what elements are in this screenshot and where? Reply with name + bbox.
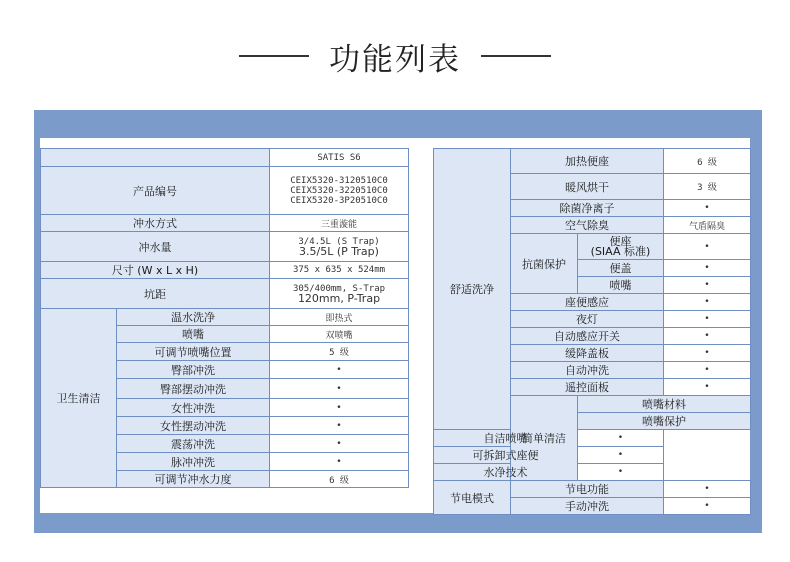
spec-table-left bbox=[40, 148, 409, 488]
spec-table-right bbox=[433, 148, 751, 515]
feature-label: 自动感应开关 bbox=[511, 328, 664, 345]
feature-value: • bbox=[664, 260, 751, 277]
feature-label: 节电功能 bbox=[511, 481, 664, 498]
feature-value: • bbox=[664, 200, 751, 217]
feature-label: 夜灯 bbox=[511, 311, 664, 328]
feature-value: • bbox=[664, 277, 751, 294]
feature-value: • bbox=[664, 311, 751, 328]
feature-label: 女性摆动冲洗 bbox=[117, 417, 270, 435]
feature-value: • bbox=[270, 435, 409, 453]
feature-label: 喷嘴保护 bbox=[578, 413, 751, 430]
feature-label: 臀部摆动冲洗 bbox=[117, 379, 270, 399]
feature-label: 遥控面板 bbox=[511, 379, 664, 396]
feature-value: 3 级 bbox=[664, 174, 751, 200]
feature-label: 震荡冲洗 bbox=[117, 435, 270, 453]
group-label-hygiene: 卫生清洁 bbox=[41, 309, 117, 488]
feature-value: • bbox=[664, 379, 751, 396]
feature-value: 6 级 bbox=[270, 471, 409, 488]
feature-value: • bbox=[664, 362, 751, 379]
feature-value: 6 级 bbox=[664, 149, 751, 174]
spec-value: 3/4.5L (S Trap) 3.5/5L (P Trap) bbox=[270, 232, 409, 262]
feature-value: • bbox=[270, 361, 409, 379]
feature-value: • bbox=[270, 399, 409, 417]
feature-label: 加热便座 bbox=[511, 149, 664, 174]
feature-label: 便座 (SIAA 标准) bbox=[578, 234, 664, 260]
feature-label: 女性冲洗 bbox=[117, 399, 270, 417]
feature-label: 温水洗净 bbox=[117, 309, 270, 326]
feature-label: 自动冲洗 bbox=[511, 362, 664, 379]
feature-value: • bbox=[578, 430, 664, 447]
feature-value: • bbox=[664, 234, 751, 260]
feature-value: 即热式 bbox=[270, 309, 409, 326]
feature-label: 便盖 bbox=[578, 260, 664, 277]
feature-label: 可拆卸式座便 bbox=[434, 447, 578, 464]
feature-label: 可调节喷嘴位置 bbox=[117, 343, 270, 361]
feature-value: • bbox=[270, 379, 409, 399]
feature-value: • bbox=[664, 481, 751, 498]
group-label-comfort: 舒适洗净 bbox=[434, 149, 511, 430]
spec-value: CEIX5320-3120510C0 CEIX5320-3220510C0 CEIX5320-3P20510C0 bbox=[270, 167, 409, 215]
feature-value: • bbox=[664, 328, 751, 345]
model-header: SATIS S6 bbox=[270, 149, 409, 167]
group-label-power-save: 节电模式 bbox=[434, 481, 511, 515]
group-label-easy-clean: 简单清洁 bbox=[511, 396, 578, 481]
page-title: 功能列表 bbox=[329, 41, 461, 78]
feature-label: 臀部冲洗 bbox=[117, 361, 270, 379]
spec-label: 坑距 bbox=[41, 279, 270, 309]
title-left-rule bbox=[239, 55, 309, 57]
spec-label: 冲水量 bbox=[41, 232, 270, 262]
title-right-rule bbox=[481, 55, 551, 57]
feature-value: • bbox=[270, 453, 409, 471]
feature-label: 喷嘴 bbox=[117, 326, 270, 343]
feature-label: 手动冲洗 bbox=[511, 498, 664, 515]
feature-label: 喷嘴 bbox=[578, 277, 664, 294]
feature-value: • bbox=[578, 447, 664, 464]
feature-value: 5 级 bbox=[270, 343, 409, 361]
spec-value: 三重漩能 bbox=[270, 215, 409, 232]
title-bar bbox=[0, 34, 790, 78]
feature-value: 双喷嘴 bbox=[270, 326, 409, 343]
feature-value: 气盾隔臭 bbox=[664, 217, 751, 234]
feature-label: 暖风烘干 bbox=[511, 174, 664, 200]
feature-value: • bbox=[664, 345, 751, 362]
feature-value: • bbox=[578, 464, 664, 481]
feature-label: 缓降盖板 bbox=[511, 345, 664, 362]
header-empty-cell bbox=[41, 149, 270, 167]
spec-label: 尺寸 (W x L x H) bbox=[41, 262, 270, 279]
feature-label: 自洁喷嘴 bbox=[434, 430, 578, 447]
feature-value: • bbox=[664, 498, 751, 515]
subgroup-label-antibacterial: 抗菌保护 bbox=[511, 234, 578, 294]
feature-label: 喷嘴材料 bbox=[578, 396, 751, 413]
feature-value: • bbox=[270, 417, 409, 435]
feature-label: 除菌净离子 bbox=[511, 200, 664, 217]
spec-value: 305/400mm, S-Trap 120mm, P-Trap bbox=[270, 279, 409, 309]
feature-label: 空气除臭 bbox=[511, 217, 664, 234]
spec-label: 冲水方式 bbox=[41, 215, 270, 232]
feature-value: • bbox=[664, 294, 751, 311]
feature-label: 脉冲冲洗 bbox=[117, 453, 270, 471]
feature-label: 水净技术 bbox=[434, 464, 578, 481]
feature-label: 可调节冲水力度 bbox=[117, 471, 270, 488]
spec-value: 375 x 635 x 524mm bbox=[270, 262, 409, 279]
spec-label: 产品编号 bbox=[41, 167, 270, 215]
feature-label: 座便感应 bbox=[511, 294, 664, 311]
